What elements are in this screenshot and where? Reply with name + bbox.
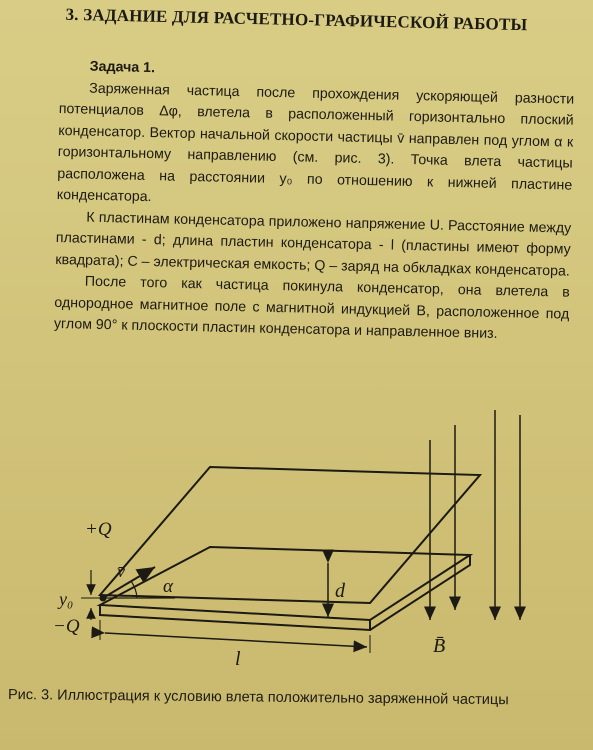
v-label: v̄ bbox=[117, 561, 125, 581]
alpha-label: α bbox=[163, 576, 173, 597]
task-text bbox=[54, 56, 575, 347]
d-label: d bbox=[335, 580, 345, 602]
task-label: Задача 1. bbox=[89, 58, 156, 77]
figure-caption: Рис. 3. Иллюстрация к условию влета положительно заряженной частицы bbox=[7, 686, 509, 709]
lower-plate-top bbox=[100, 547, 470, 620]
l-label: l bbox=[235, 648, 241, 670]
paragraph-2: К пластинам конденсатора приложено напряжение U. Расстояние между пластинами - d; длина пластин конденсатора - l (пластины имеют форму квадрата); C – электрическая емкость; Q – заряд на обкладках конденсатора. bbox=[55, 209, 572, 280]
paragraph-1: Заряженная частица после прохождения ускоряющей разности потенциалов Δφ, влетела в расположенный горизонтально плоский конденсатор. Вектор начальной скорости частицы v̄ направлен под углом α к горизонтальному направлению (см. рис. 3). Точка влета частицы расположена на расстоянии y₀ по отношению к нижней пластине конденсатора. bbox=[56, 80, 575, 206]
plus-q-label: +Q bbox=[85, 519, 112, 540]
upper-plate bbox=[100, 467, 480, 603]
paragraph-3: После того как частица покинула конденсатор, она влетела в однородное магнитное поле с магнитной индукцией B, расположенное под углом 90° к плоскости пластин конденсатора и направленное вниз. bbox=[53, 273, 570, 342]
minus-q-label: −Q bbox=[53, 616, 80, 637]
capacitor-figure bbox=[45, 395, 585, 685]
b-label: B̄ bbox=[433, 635, 446, 657]
l-dimension-arrow bbox=[105, 633, 367, 647]
section-heading: 3. ЗАДАНИЕ ДЛЯ РАСЧЕТНО-ГРАФИЧЕСКОЙ РАБОТЫ bbox=[65, 4, 528, 35]
y0-label: y₀ bbox=[59, 589, 74, 609]
